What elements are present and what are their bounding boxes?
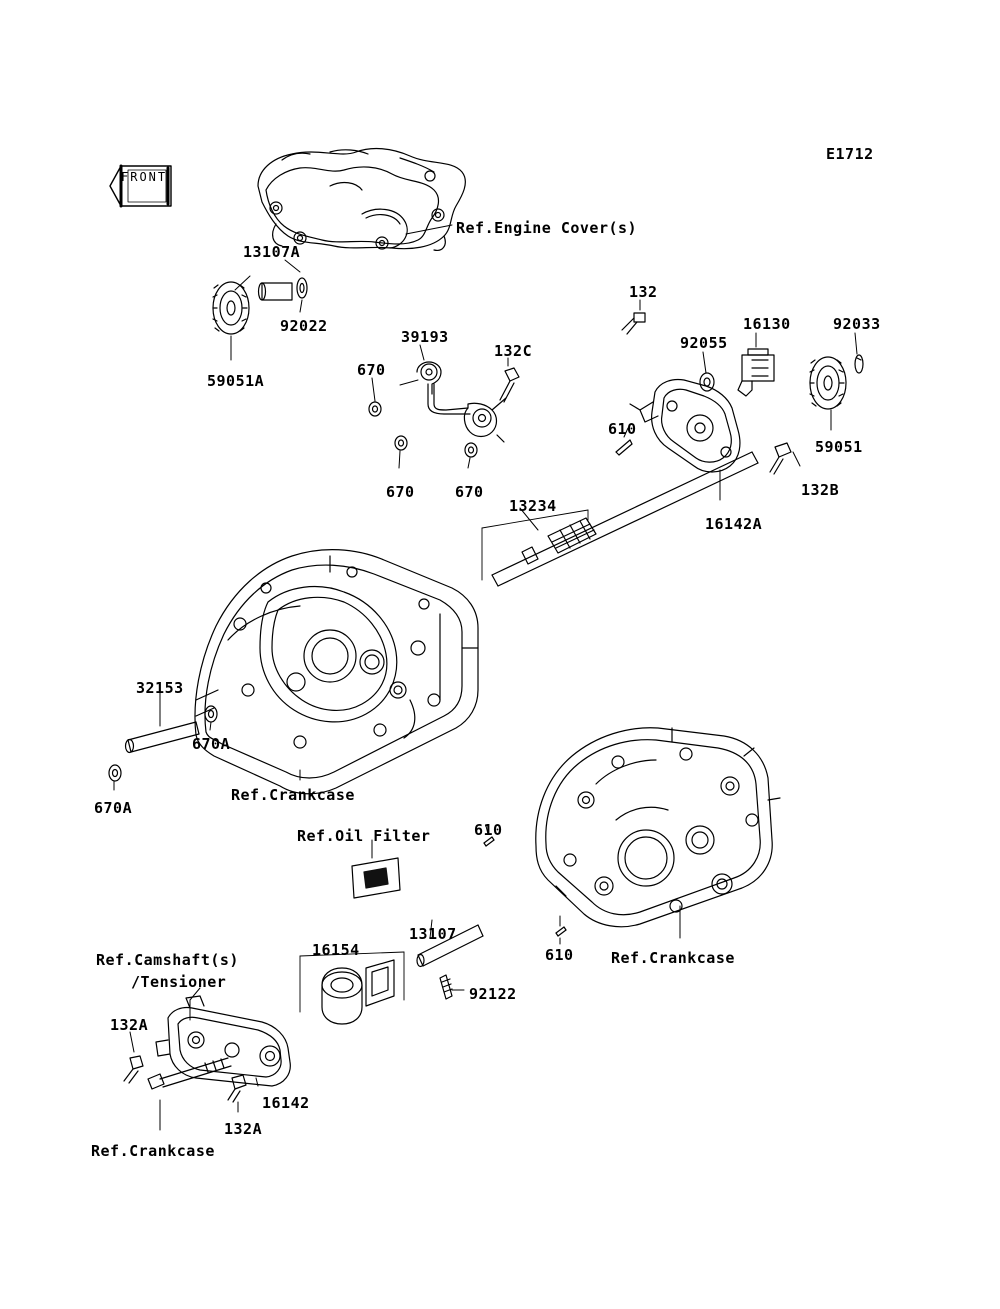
oring-670-c <box>465 443 477 457</box>
part-label-132B: 132B <box>801 481 840 499</box>
part-label-ref-tensioner: /Tensioner <box>131 973 227 991</box>
part-label-670A-lower: 670A <box>94 799 133 817</box>
part-label-92055: 92055 <box>680 334 728 352</box>
shaft-13107A <box>259 283 293 300</box>
part-label-92122: 92122 <box>469 985 517 1003</box>
oil-pipe-39193 <box>417 362 506 442</box>
part-label-132: 132 <box>629 283 658 301</box>
oil-pump-16142A <box>630 380 740 473</box>
gear-59051A <box>213 282 249 334</box>
part-label-610-upper: 610 <box>608 420 637 438</box>
rotor-16154 <box>322 960 394 1024</box>
part-label-ref-crankcase-left: Ref.Crankcase <box>231 786 355 804</box>
part-label-132A-upper: 132A <box>110 1016 149 1034</box>
bolt-132 <box>622 313 645 334</box>
oring-670A-lower <box>109 765 121 781</box>
bolt-132A-upper <box>124 1056 143 1083</box>
part-label-610-lower: 610 <box>545 946 574 964</box>
part-label-16130: 16130 <box>743 315 791 333</box>
part-label-16142A: 16142A <box>705 515 763 533</box>
part-label-32153: 32153 <box>136 679 184 697</box>
bolt-132A-lower <box>228 1075 246 1102</box>
part-label-ref-camshaft: Ref.Camshaft(s) <box>96 951 239 969</box>
pin-92122 <box>440 975 452 999</box>
pin-610-lower <box>556 927 566 936</box>
crankcase-right-art <box>536 728 780 927</box>
part-label-ref-oil-filter: Ref.Oil Filter <box>297 827 431 845</box>
part-label-ref-crankcase-bottom: Ref.Crankcase <box>91 1142 215 1160</box>
part-label-13234: 13234 <box>509 497 557 515</box>
engine-cover-art <box>258 149 465 251</box>
part-label-16154: 16154 <box>312 941 360 959</box>
oil-filter-art <box>352 858 400 898</box>
gear-59051 <box>810 357 846 409</box>
circlip-92033 <box>855 355 863 373</box>
part-label-59051: 59051 <box>815 438 863 456</box>
part-label-92033: 92033 <box>833 315 881 333</box>
oring-670A-upper <box>205 706 217 722</box>
pipe-32153 <box>126 722 200 753</box>
crankcase-left-art <box>195 550 478 794</box>
bolt-132B <box>770 443 791 474</box>
pin-610-upper <box>616 440 632 455</box>
oring-92055 <box>700 373 714 391</box>
part-label-670-top: 670 <box>357 361 386 379</box>
oring-670-b <box>395 436 407 450</box>
part-label-ref-crankcase-right: Ref.Crankcase <box>611 949 735 967</box>
part-label-92022: 92022 <box>280 317 328 335</box>
part-label-59051A: 59051A <box>207 372 265 390</box>
bolt-16142 <box>148 1058 231 1089</box>
part-label-132C: 132C <box>494 342 533 360</box>
front-label: FRONT <box>121 170 168 184</box>
part-label-610-mid: 610 <box>474 821 503 839</box>
part-label-132A-lower: 132A <box>224 1120 263 1138</box>
part-label-13107: 13107 <box>409 925 457 943</box>
part-label-13107A: 13107A <box>243 243 301 261</box>
part-label-670-mid: 670 <box>455 483 484 501</box>
washer-92022 <box>297 278 307 298</box>
bolt-132C <box>500 368 519 402</box>
part-label-39193: 39193 <box>401 328 449 346</box>
part-label-16142: 16142 <box>262 1094 310 1112</box>
part-label-670-left: 670 <box>386 483 415 501</box>
valve-16130 <box>738 349 774 396</box>
pump-cover-16142 <box>156 996 290 1086</box>
oring-670-a <box>369 402 381 416</box>
sheet-code: E1712 <box>826 145 874 163</box>
part-label-ref-engine-cover: Ref.Engine Cover(s) <box>456 219 638 237</box>
part-label-670A-upper: 670A <box>192 735 231 753</box>
